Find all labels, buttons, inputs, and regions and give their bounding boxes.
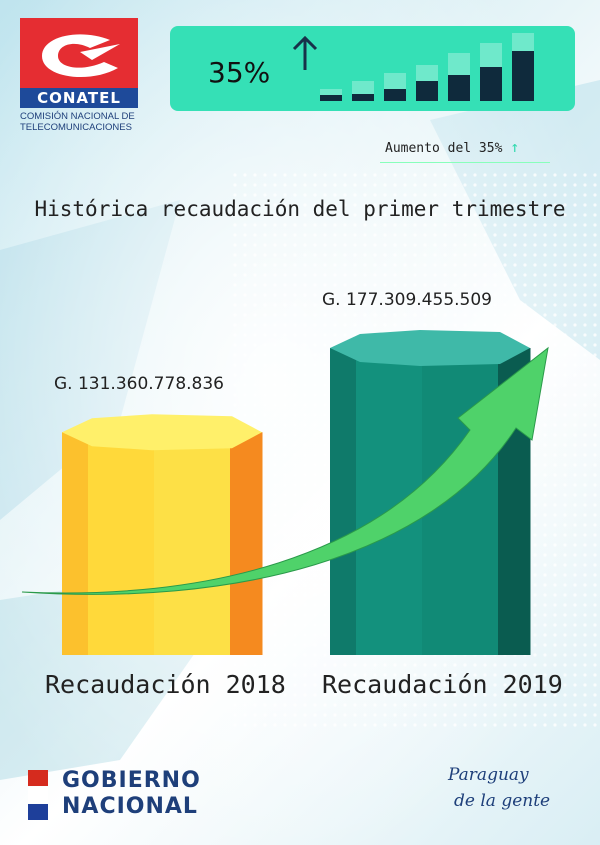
category-label-2019: Recaudación 2019 — [322, 670, 563, 699]
gov-line1: GOBIERNO — [62, 768, 201, 793]
arrow-up-small-icon: ↑ — [510, 138, 520, 156]
increase-note-text: Aumento del 35% — [385, 141, 503, 156]
slogan — [448, 762, 550, 814]
chart-title: Histórica recaudación del primer trimestre — [34, 197, 566, 221]
slogan-line2: de la gente — [454, 791, 551, 811]
category-label-2018: Recaudación 2018 — [45, 670, 286, 699]
paraguay-flag-icon — [28, 770, 48, 820]
conatel-subtitle-line1: COMISIÓN NACIONAL DE — [20, 111, 135, 122]
gobierno-nacional-logo — [62, 768, 201, 820]
conatel-wordmark: CONATEL — [20, 88, 138, 108]
gov-line2: NACIONAL — [62, 794, 198, 819]
value-label-2019: G. 177.309.455.509 — [322, 290, 492, 310]
increase-percent: 35% — [208, 56, 271, 89]
conatel-subtitle-line2: TELECOMUNICACIONES — [20, 122, 132, 133]
value-label-2018: G. 131.360.778.836 — [54, 374, 224, 395]
slogan-line1: Paraguay — [448, 765, 529, 785]
bar-2018 — [62, 414, 263, 655]
